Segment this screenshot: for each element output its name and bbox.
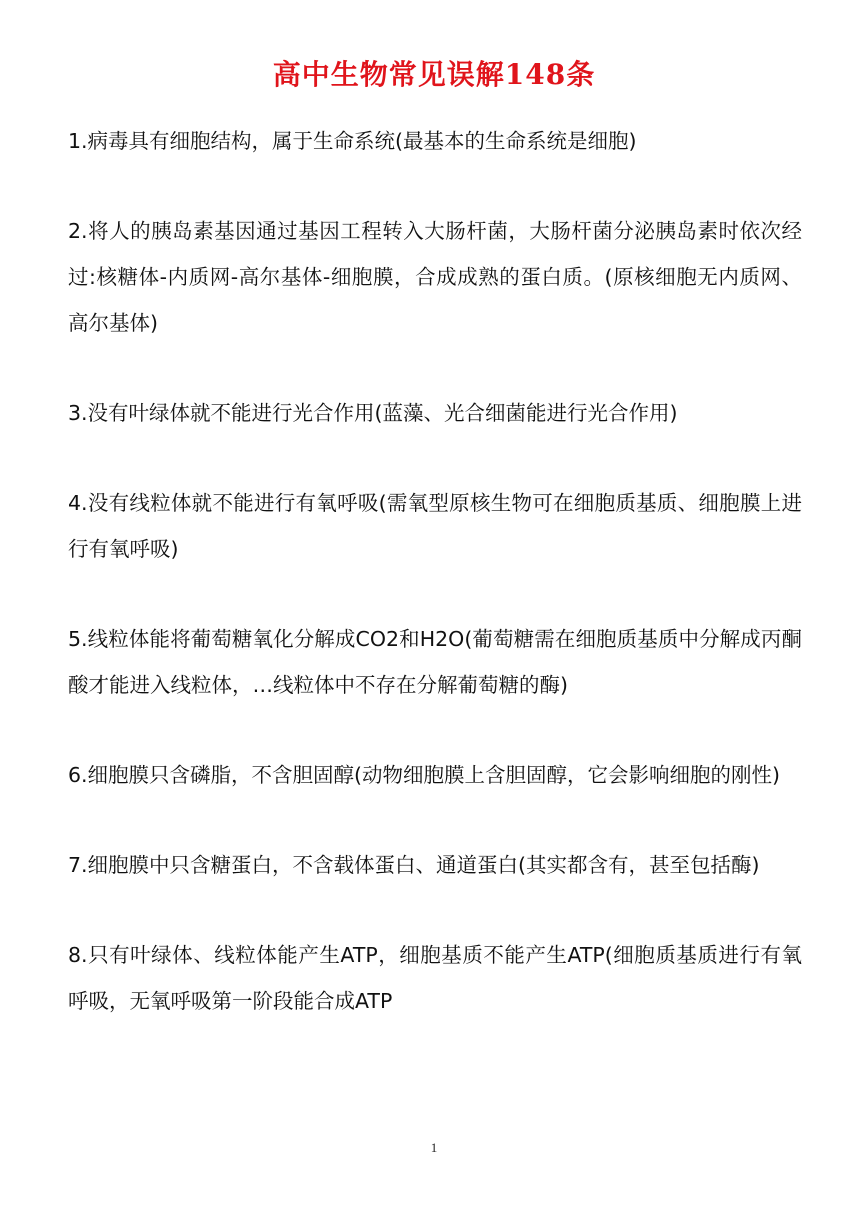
list-item: 6.细胞膜只含磷脂，不含胆固醇(动物细胞膜上含胆固醇，它会影响细胞的刚性) [68, 763, 781, 787]
list-item: 5.线粒体能将葡萄糖氧化分解成CO2和H2O(葡萄糖需在细胞质基质中分解成丙酮酸才能进入线粒体，…线粒体中不存在分解葡萄糖的酶) [68, 627, 802, 697]
list-item: 8.只有叶绿体、线粒体能产生ATP，细胞基质不能产生ATP(细胞质基质进行有氧呼吸，无氧呼吸第一阶段能合成ATP [68, 943, 802, 1013]
list-item: 3.没有叶绿体就不能进行光合作用(蓝藻、光合细菌能进行光合作用) [68, 401, 678, 425]
list-item: 7.细胞膜中只含糖蛋白，不含载体蛋白、通道蛋白(其实都含有，甚至包括酶) [68, 853, 760, 877]
document-title: 高中生物常见误解148条 [272, 58, 596, 91]
page-number: 1 [430, 1140, 438, 1155]
item-list [68, 118, 802, 1068]
list-item: 2.将人的胰岛素基因通过基因工程转入大肠杆菌，大肠杆菌分泌胰岛素时依次经过:核糖体-内质网-高尔基体-细胞膜，合成成熟的蛋白质。(原核细胞无内质网、高尔基体) [68, 219, 802, 335]
list-item: 4.没有线粒体就不能进行有氧呼吸(需氧型原核生物可在细胞质基质、细胞膜上进行有氧呼吸) [68, 491, 802, 561]
list-item: 1.病毒具有细胞结构，属于生命系统(最基本的生命系统是细胞) [68, 129, 637, 153]
